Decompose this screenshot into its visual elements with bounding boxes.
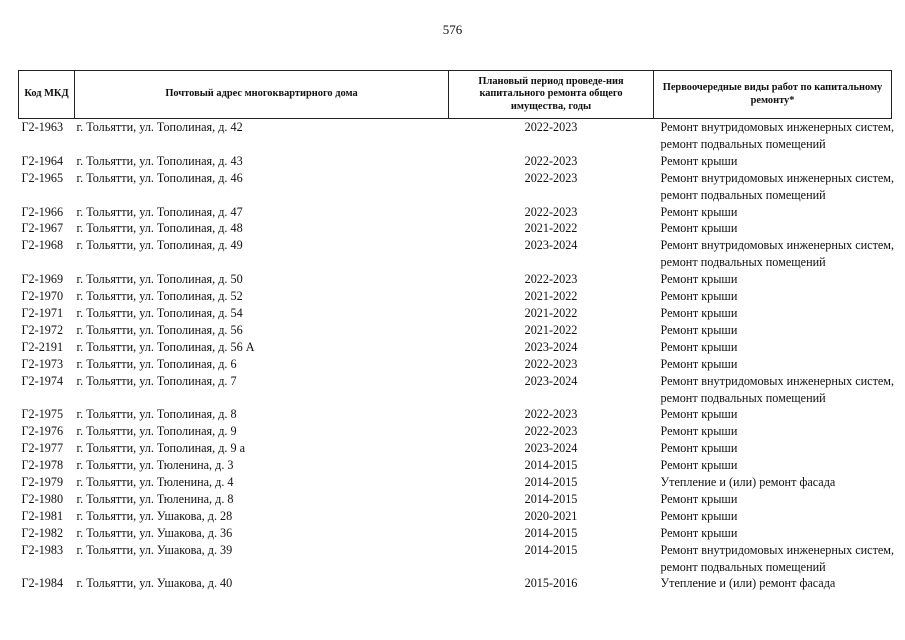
- mkd-code-cell: Г2-1972: [21, 322, 64, 337]
- address-cell: г. Тольятти, ул. Тополиная, д. 56 А: [76, 339, 255, 354]
- address-cell: г. Тольятти, ул. Тополиная, д. 47: [76, 204, 243, 219]
- work-type-line: Ремонт крыши: [660, 458, 738, 473]
- table-row: [19, 220, 892, 237]
- work-type-cell: [654, 508, 892, 525]
- work-type-cell: [654, 220, 892, 237]
- work-type-cell: [654, 575, 892, 592]
- table-row: [19, 508, 892, 525]
- period-cell: 2021-2022: [524, 221, 578, 236]
- table-row: [19, 440, 892, 457]
- work-type-line: Ремонт крыши: [660, 356, 738, 371]
- address-cell: г. Тольятти, ул. Тюленина, д. 3: [76, 458, 234, 473]
- work-type-cell: [654, 457, 892, 474]
- header-work: Первоочередные виды работ по капитальному ремонту*: [654, 71, 892, 119]
- address-cell: г. Тольятти, ул. Тюленина, д. 8: [76, 491, 234, 506]
- work-type-cell: [654, 423, 892, 440]
- address-cell: г. Тольятти, ул. Тополиная, д. 49: [76, 238, 243, 253]
- mkd-code-cell: Г2-1964: [21, 153, 64, 168]
- mkd-code-cell: Г2-1968: [21, 238, 64, 253]
- table-row: [19, 237, 892, 271]
- address-cell: г. Тольятти, ул. Тополиная, д. 9 а: [76, 441, 246, 456]
- table-row: [19, 288, 892, 305]
- work-type-cell: [654, 373, 895, 407]
- table-row: [19, 153, 892, 170]
- period-cell: 2021-2022: [524, 305, 578, 320]
- mkd-table: [18, 70, 895, 592]
- work-type-cell: [654, 153, 892, 170]
- mkd-code-cell: Г2-1974: [21, 373, 64, 388]
- mkd-code-cell: Г2-1970: [21, 289, 64, 304]
- address-cell: г. Тольятти, ул. Тополиная, д. 6: [76, 356, 237, 371]
- table-row: [19, 542, 892, 576]
- period-cell: 2023-2024: [524, 373, 578, 388]
- address-cell: г. Тольятти, ул. Ушакова, д. 39: [76, 542, 233, 557]
- table-row: [19, 373, 892, 407]
- table-row: [19, 339, 892, 356]
- work-type-line: ремонт подвальных помещений: [660, 390, 826, 405]
- period-cell: 2022-2023: [524, 356, 578, 371]
- work-type-line: Ремонт крыши: [660, 407, 738, 422]
- work-type-cell: [654, 204, 892, 221]
- table-row: [19, 457, 892, 474]
- work-type-line: Ремонт крыши: [660, 272, 738, 287]
- work-type-line: Ремонт внутридомовых инженерных систем,: [660, 170, 895, 185]
- header-address: Почтовый адрес многоквартирного дома: [75, 71, 449, 119]
- work-type-line: Утепление и (или) ремонт фасада: [660, 475, 836, 490]
- work-type-line: ремонт подвальных помещений: [660, 136, 826, 151]
- work-type-line: Ремонт крыши: [660, 204, 738, 219]
- work-type-line: Ремонт внутридомовых инженерных систем,: [660, 542, 895, 557]
- address-cell: г. Тольятти, ул. Тополиная, д. 43: [76, 153, 243, 168]
- period-cell: 2022-2023: [524, 204, 578, 219]
- mkd-code-cell: Г2-1983: [21, 542, 64, 557]
- address-cell: г. Тольятти, ул. Ушакова, д. 36: [76, 525, 233, 540]
- work-type-cell: [654, 305, 892, 322]
- period-cell: 2023-2024: [524, 238, 578, 253]
- work-type-cell: [654, 271, 892, 288]
- mkd-code-cell: Г2-1975: [21, 407, 64, 422]
- page-number: 576: [442, 22, 463, 37]
- address-cell: г. Тольятти, ул. Ушакова, д. 40: [76, 576, 233, 591]
- work-type-line: Ремонт крыши: [660, 491, 738, 506]
- period-cell: 2022-2023: [524, 272, 578, 287]
- mkd-code-cell: Г2-1963: [21, 120, 64, 134]
- work-type-cell: [654, 356, 892, 373]
- address-cell: г. Тольятти, ул. Тополиная, д. 42: [76, 120, 243, 134]
- period-cell: 2021-2022: [524, 322, 578, 337]
- period-cell: 2014-2015: [524, 525, 578, 540]
- work-type-line: Ремонт крыши: [660, 508, 738, 523]
- work-type-line: ремонт подвальных помещений: [660, 559, 826, 574]
- table-row: [19, 204, 892, 221]
- work-type-line: Ремонт крыши: [660, 153, 738, 168]
- period-cell: 2015-2016: [524, 576, 578, 591]
- table-row: [19, 356, 892, 373]
- work-type-cell: [654, 119, 895, 153]
- address-cell: г. Тольятти, ул. Тополиная, д. 9: [76, 424, 237, 439]
- work-type-line: Ремонт внутридомовых инженерных систем,: [660, 238, 895, 253]
- work-type-line: Ремонт крыши: [660, 441, 738, 456]
- period-cell: 2021-2022: [524, 289, 578, 304]
- work-type-line: Ремонт крыши: [660, 305, 738, 320]
- address-cell: г. Тольятти, ул. Тюленина, д. 4: [76, 475, 234, 490]
- header-period: Плановый период проведе-ния капитального ремонта общего имущества, годы: [449, 71, 654, 119]
- mkd-code-cell: Г2-1969: [21, 272, 64, 287]
- table-row: [19, 406, 892, 423]
- period-cell: 2022-2023: [524, 407, 578, 422]
- table-row: [19, 305, 892, 322]
- address-cell: г. Тольятти, ул. Тополиная, д. 56: [76, 322, 243, 337]
- work-type-line: Ремонт крыши: [660, 339, 738, 354]
- work-type-cell: [654, 491, 892, 508]
- mkd-code-cell: Г2-1966: [21, 204, 64, 219]
- period-cell: 2014-2015: [524, 475, 578, 490]
- work-type-cell: [654, 542, 895, 576]
- table-row: [19, 474, 892, 491]
- period-cell: 2023-2024: [524, 339, 578, 354]
- period-cell: 2022-2023: [524, 120, 578, 134]
- work-type-line: Ремонт внутридомовых инженерных систем,: [660, 120, 895, 134]
- work-type-line: Ремонт внутридомовых инженерных систем,: [660, 373, 895, 388]
- address-cell: г. Тольятти, ул. Тополиная, д. 48: [76, 221, 243, 236]
- table-row: [19, 119, 892, 153]
- period-cell: 2014-2015: [524, 542, 578, 557]
- table-row: [19, 322, 892, 339]
- mkd-code-cell: Г2-1965: [21, 170, 64, 185]
- work-type-line: Ремонт крыши: [660, 221, 738, 236]
- work-type-cell: [654, 440, 892, 457]
- work-type-cell: [654, 525, 892, 542]
- period-cell: 2014-2015: [524, 458, 578, 473]
- address-cell: г. Тольятти, ул. Тополиная, д. 8: [76, 407, 237, 422]
- work-type-cell: [654, 288, 892, 305]
- work-type-line: ремонт подвальных помещений: [660, 187, 826, 202]
- mkd-code-cell: Г2-1980: [21, 491, 64, 506]
- mkd-code-cell: Г2-1971: [21, 305, 64, 320]
- table-header: [19, 71, 892, 119]
- address-cell: г. Тольятти, ул. Тополиная, д. 52: [76, 289, 243, 304]
- period-cell: 2022-2023: [524, 424, 578, 439]
- mkd-code-cell: Г2-1979: [21, 475, 64, 490]
- table-body: [19, 119, 895, 593]
- address-cell: г. Тольятти, ул. Ушакова, д. 28: [76, 508, 233, 523]
- mkd-code-cell: Г2-1976: [21, 424, 64, 439]
- work-type-line: Утепление и (или) ремонт фасада: [660, 576, 836, 591]
- work-type-cell: [654, 322, 892, 339]
- mkd-code-cell: Г2-1967: [21, 221, 64, 236]
- header-row: [19, 71, 892, 119]
- address-cell: г. Тольятти, ул. Тополиная, д. 54: [76, 305, 243, 320]
- address-cell: г. Тольятти, ул. Тополиная, д. 7: [76, 373, 237, 388]
- work-type-line: Ремонт крыши: [660, 289, 738, 304]
- table-row: [19, 423, 892, 440]
- mkd-code-cell: Г2-1984: [21, 576, 64, 591]
- period-cell: 2014-2015: [524, 491, 578, 506]
- period-cell: 2023-2024: [524, 441, 578, 456]
- work-type-line: Ремонт крыши: [660, 322, 738, 337]
- mkd-code-cell: Г2-1982: [21, 525, 64, 540]
- work-type-cell: [654, 474, 892, 491]
- mkd-code-cell: Г2-1973: [21, 356, 64, 371]
- table-row: [19, 575, 892, 592]
- address-cell: г. Тольятти, ул. Тополиная, д. 46: [76, 170, 243, 185]
- period-cell: 2020-2021: [524, 508, 578, 523]
- work-type-cell: [654, 339, 892, 356]
- table-row: [19, 491, 892, 508]
- work-type-line: ремонт подвальных помещений: [660, 255, 826, 270]
- header-code: Код МКД: [19, 71, 75, 119]
- mkd-code-cell: Г2-1981: [21, 508, 64, 523]
- mkd-code-cell: Г2-1978: [21, 458, 64, 473]
- table-row: [19, 271, 892, 288]
- period-cell: 2022-2023: [524, 153, 578, 168]
- mkd-code-cell: Г2-1977: [21, 441, 64, 456]
- work-type-cell: [654, 406, 892, 423]
- work-type-line: Ремонт крыши: [660, 525, 738, 540]
- period-cell: 2022-2023: [524, 170, 578, 185]
- table-row: [19, 170, 892, 204]
- address-cell: г. Тольятти, ул. Тополиная, д. 50: [76, 272, 243, 287]
- work-type-line: Ремонт крыши: [660, 424, 738, 439]
- table-row: [19, 525, 892, 542]
- work-type-cell: [654, 170, 895, 204]
- work-type-cell: [654, 237, 895, 271]
- mkd-code-cell: Г2-2191: [21, 339, 64, 354]
